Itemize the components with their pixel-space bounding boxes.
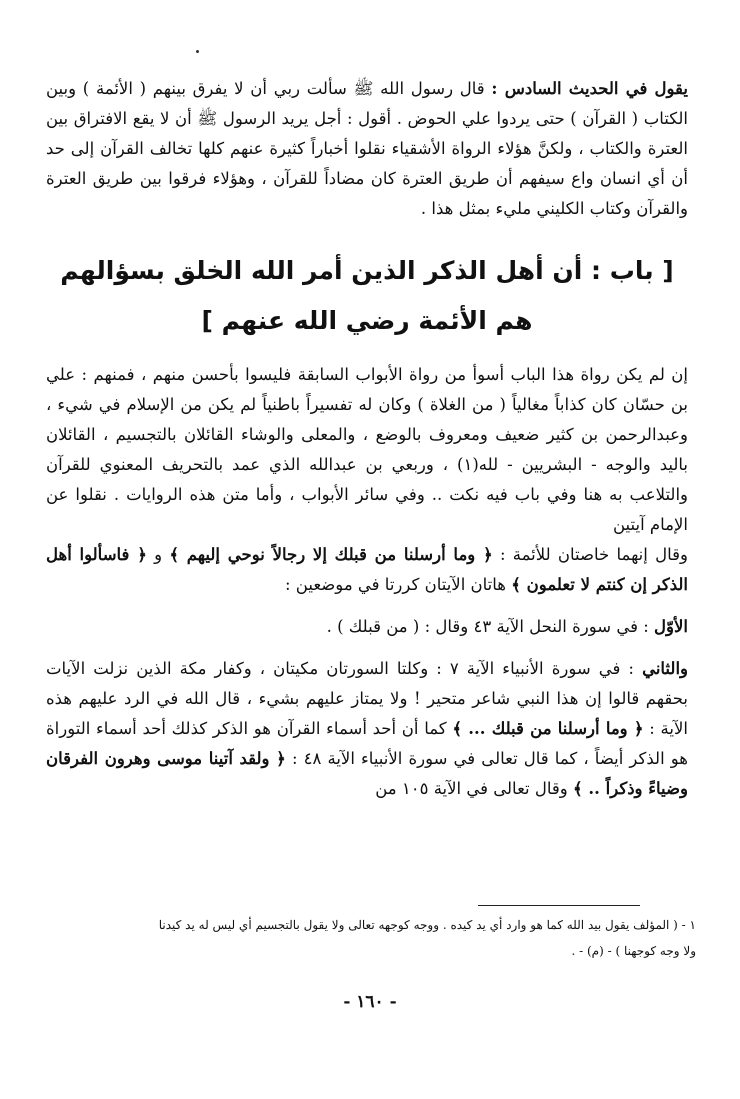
quran-quote-4: ﴿ ولقد آتينا موسى وهرون الفرقان وضياءً وذكراً .. ﴾: [46, 749, 688, 798]
quran-quote-3: ﴿ وما أرسلنا من قبلك ... ﴾: [452, 719, 644, 738]
second-text-b: كما أن أحد أسماء القرآن هو الذكر كذلك أحد أسماء التوراة هو الذكر أيضاً ، كما قال تعالى في سورة الأنبياء الآية ٤٨ :: [46, 719, 688, 768]
body-paragraph-1: إن لم يكن رواة هذا الباب أسوأ من رواة الأبواب السابقة فليسوا بأحسن منهم ، فمنهم : علي بن حسّان كان كذاباً مغالياً ( من الغلاة ) وكان له تفسيراً باطنياً لم يكن من الإسلام في شيء ، وعبدالرحمن بن كثير ضعيف ومعروف بالوضع ، والمعلى والوشاء القائلان بالتجسيم ، القائلان باليد والوجه - البشريين - لله(١) ، وربعي بن عبدالله الذي عمد بالتحريف المعنوي للقرآن والتلاعب به هنا وفي باب فيه نكت .. وفي سائر الأبواب ، وأما متن هذه الروايات . نقلوا عن الإمام آيتين: [46, 365, 688, 534]
heading-line-2: هم الأئمة رضي الله عنهم ]: [201, 306, 533, 335]
footnote: [46, 912, 696, 964]
heading-line-1: [ باب : أن أهل الذكر الذين أمر الله الخلق بسؤالهم: [60, 256, 674, 285]
second-text-a: : في سورة الأنبياء الآية ٧ : وكلتا السورتان مكيتان ، وكفار مكة الذين نزلت الآيات بحقهم قالوا إن هذا النبي شاعر متحير ! ولا يمتاز عليهم بشيء ، قال الله في الرد عليهم هذه الآية :: [46, 659, 688, 738]
page-body: [46, 74, 688, 804]
footnote-line-1: ١ - ( المؤلف يقول بيد الله كما هو وارد أي يد كيده . ووجه كوجهه تعالى ولا يقول بالتجسيم أي ليس له يد كيدنا: [158, 918, 696, 932]
stray-dot: [196, 50, 199, 53]
first-label: الأوّل: [654, 617, 688, 636]
first-text: : في سورة النحل الآية ٤٣ وقال : ( من قبلك ) .: [326, 617, 649, 636]
intro-lead: يقول في الحديث السادس :: [491, 79, 688, 98]
footnote-line-2: ولا وجه كوجهنا ) - (م) - .: [571, 944, 696, 958]
quran-quote-2: ﴿ فاسألوا أهل الذكر إن كنتم لا تعلمون ﴾: [46, 545, 688, 594]
first-location: [46, 612, 688, 642]
footnote-divider: [478, 905, 640, 906]
body-paragraph-2: [46, 540, 688, 600]
intro-text: قال رسول الله ﷺ سألت ربي أن لا يفرق بينهم ( الأئمة ) وبين الكتاب ( القرآن ) حتى يردوا علي الحوض . أقول : أجل يريد الرسول ﷺ أن لا يقع الافتراق بين العترة والكتاب ، ولكنَّ هؤلاء الرواة الأشقياء نقلوا أخباراً كثيرة عنهم كلها تخالف القرآن إلى حد أن أي انسان واع سيفهم أن طريق العترة كان مضاداً للقرآن ، وهؤلاء فرقوا بين طريق العترة والقرآن وكتاب الكليني مليء بمثل هذا .: [46, 79, 688, 218]
page-number: - ١٦٠ -: [343, 992, 397, 1012]
quran-quote-1: ﴿ وما أرسلنا من قبلك إلا رجالاً نوحي إليهم ﴾: [169, 545, 493, 564]
p2-conjunction: و: [154, 545, 163, 564]
p2-tail: هاتان الآيتان كررتا في موضعين :: [284, 575, 507, 594]
p2-intro: وقال إنهما خاصتان للأئمة :: [499, 545, 688, 564]
intro-paragraph: [46, 74, 688, 224]
second-text-c: وقال تعالى في الآية ١٠٥ من: [375, 779, 568, 798]
second-location: [46, 654, 688, 804]
chapter-heading: [46, 246, 688, 346]
second-label: والثاني: [642, 659, 688, 678]
